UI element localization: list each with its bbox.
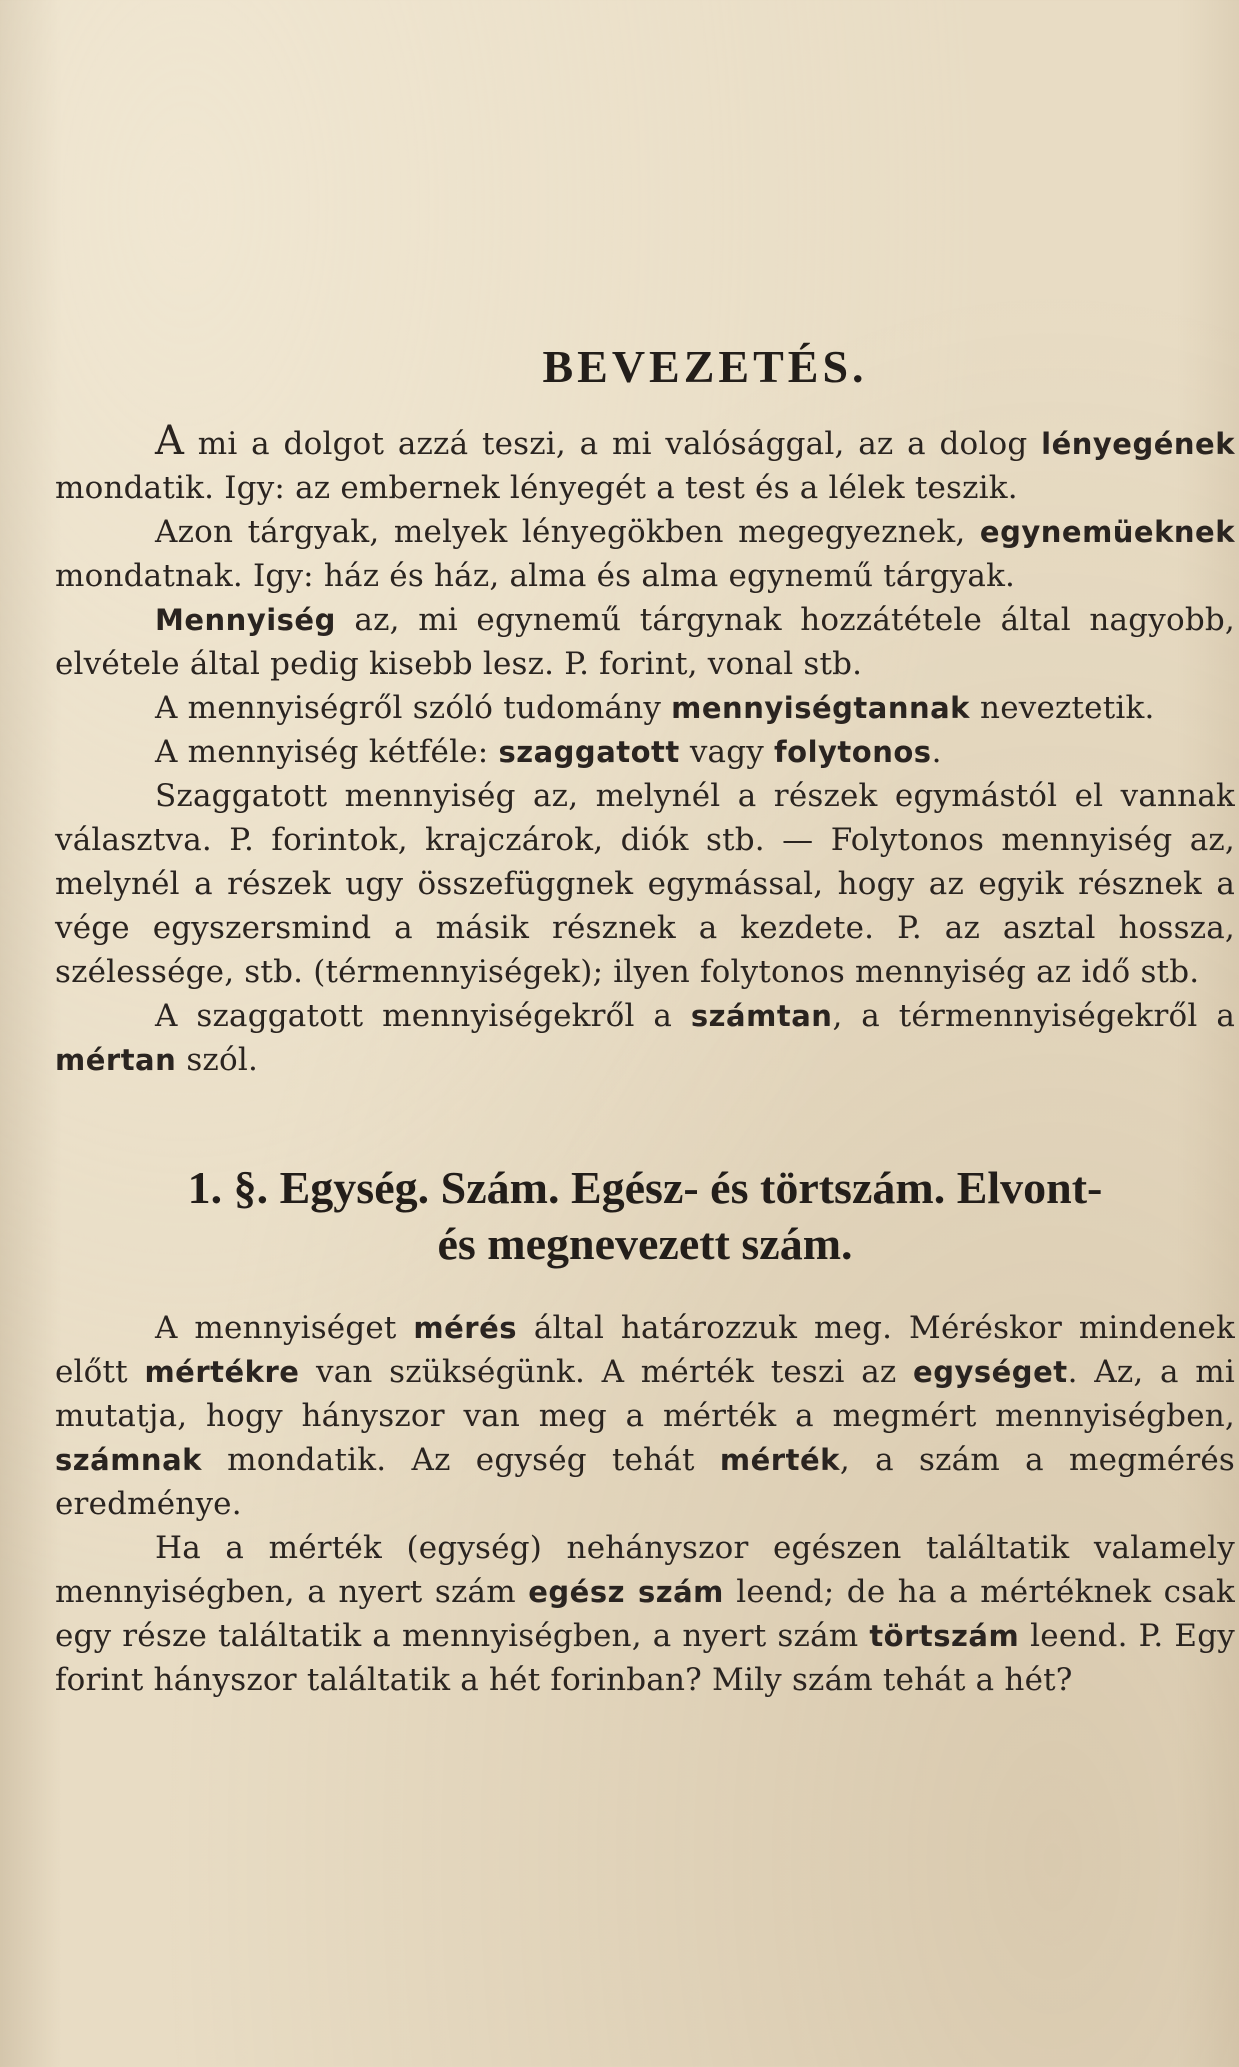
text-run: az, mi egynemű tárgynak hozzátétele által nagyobb, elvétele által pedig kisebb lesz. P. forint, vonal stb. [55, 602, 1235, 682]
intro-paragraph-2 [55, 510, 1235, 598]
section-heading-line-2: és megnevezett szám. [437, 1218, 853, 1269]
bold-term: mértan [55, 1043, 177, 1077]
bold-term: mértékre [144, 1355, 300, 1389]
text-run: A mennyiséget [155, 1310, 414, 1346]
text-run: . Az, a mi mutatja, hogy hányszor van meg a mérték a megmért mennyiségben, [55, 1354, 1235, 1434]
text-run: leend. P. Egy forint hányszor találtatik a hét forinban? Mily szám tehát a hét? [55, 1618, 1235, 1698]
book-page [55, 340, 1239, 1702]
text-run: leend; de ha a mértéknek csak egy része találtatik a mennyiségben, a nyert szám [55, 1574, 1236, 1654]
text-run: Szaggatott mennyiség az, melynél a részek egymástól el vannak választva. P. forintok, krajczárok, diók stb. — Folytonos mennyiség az, melynél a részek ugy összefüggnek egymással, hogy az egyik résznek a vége egyszersmind a másik résznek a kezdete. P. az asztal hossza, szélessége, stb. (térmennyiségek); ilyen folytonos mennyiség az idő stb. [55, 778, 1235, 990]
intro-paragraph-4 [55, 686, 1235, 730]
text-run: mi a dolgot azzá teszi, a mi valósággal, az a dolog [184, 426, 1042, 462]
text-run: , a szám a megmérés eredménye. [55, 1442, 1236, 1522]
intro-paragraph-1 [55, 418, 1235, 510]
section-heading [55, 1160, 1235, 1272]
bold-term: számtan [690, 999, 833, 1033]
bold-term: számnak [55, 1443, 202, 1477]
bold-term: lényegének [1041, 427, 1235, 461]
intro-paragraph-3 [55, 598, 1235, 686]
bold-term: szaggatott [498, 735, 680, 769]
bold-term: egész szám [528, 1575, 724, 1609]
bold-term: mérés [413, 1311, 518, 1345]
drop-cap: A [155, 418, 185, 464]
bold-term: mennyiségtannak [671, 691, 970, 725]
text-run: mondatnak. Igy: ház és ház, alma és alma egynemű tárgyak. [55, 558, 1016, 594]
intro-paragraph-5 [55, 730, 1235, 774]
text-run: Ha a mérték (egység) nehányszor egészen találtatik valamely mennyiségben, a nyert szám [55, 1530, 1235, 1610]
text-run: neveztetik. [969, 690, 1155, 726]
text-run: vagy [679, 734, 775, 770]
bold-term: mérték [719, 1443, 840, 1477]
text-run: van szükségünk. A mérték teszi az [299, 1354, 914, 1390]
bold-term: folytonos [774, 735, 932, 769]
text-run: szól. [176, 1042, 258, 1078]
text-run: Azon tárgyak, melyek lényegökben megegyeznek, [155, 514, 980, 550]
section-heading-line-1: 1. §. Egység. Szám. Egész- és törtszám. Elvont- [187, 1162, 1103, 1213]
text-run: mondatik. Igy: az embernek lényegét a test és a lélek teszik. [55, 470, 1018, 506]
text-run: mondatik. Az egység tehát [201, 1442, 720, 1478]
text-run: A mennyiségről szóló tudomány [155, 690, 672, 726]
text-run: A mennyiség kétféle: [155, 734, 499, 770]
page-title: BEVEZETÉS. [542, 341, 868, 392]
bold-term: egynemüeknek [979, 515, 1235, 549]
text-run: által határozzuk meg. Méréskor mindenek előtt [55, 1310, 1236, 1390]
body-paragraph-1 [55, 1306, 1235, 1526]
intro-paragraph-7 [55, 994, 1235, 1082]
text-run: . [931, 734, 942, 770]
text-run: , a térmennyiségekről a [832, 998, 1235, 1034]
bold-term: egységet [913, 1355, 1068, 1389]
text-run: A szaggatott mennyiségekről a [155, 998, 691, 1034]
intro-paragraph-6 [55, 774, 1235, 994]
body-paragraph-2 [55, 1526, 1235, 1702]
bold-term: törtszám [869, 1619, 1020, 1653]
bold-term: Mennyiség [155, 603, 336, 637]
